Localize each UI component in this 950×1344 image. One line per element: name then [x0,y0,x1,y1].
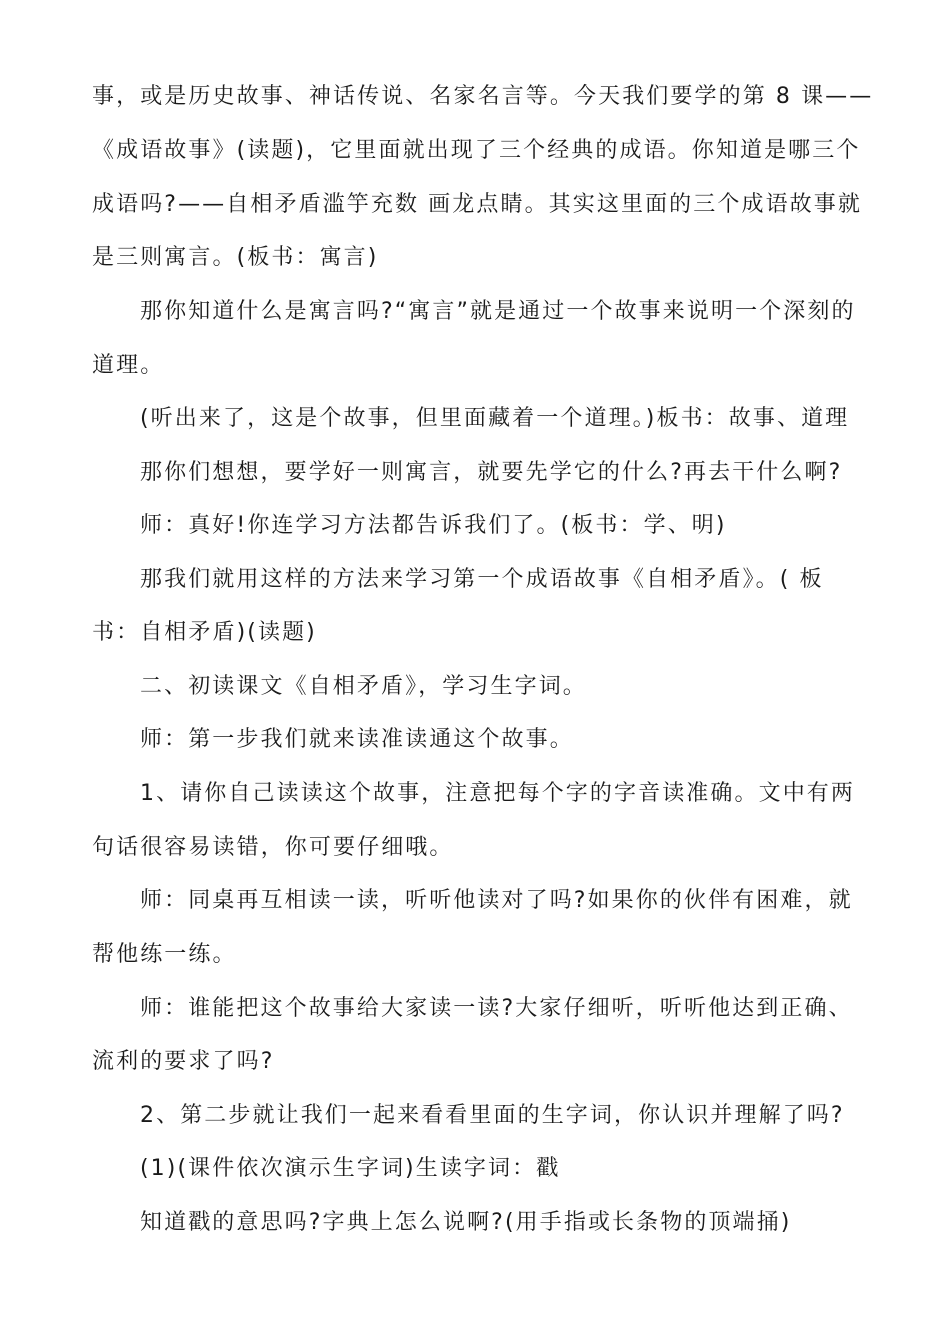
text-line: 那你知道什么是寓言吗?“寓言”就是通过一个故事来说明一个深刻的 [140,299,856,324]
text-line: 师：谁能把这个故事给大家读一读?大家仔细听，听听他达到正确、 [140,996,853,1021]
text-line: (听出来了，这是个故事，但里面藏着一个道理。)板书：故事、道理 [140,406,850,431]
text-line: 1、请你自己读读这个故事，注意把每个字的字音读准确。文中有两 [140,781,855,806]
text-line: 那我们就用这样的方法来学习第一个成语故事《自相矛盾》。( 板 [140,567,824,592]
text-line: 知道戳的意思吗?字典上怎么说啊?(用手指或长条物的顶端捅) [140,1210,792,1235]
text-line: (1)(课件依次演示生字词)生读字词：戳 [140,1156,561,1181]
text-line: 2、第二步就让我们一起来看看里面的生字词，你认识并理解了吗? [140,1103,845,1128]
text-line: 《成语故事》(读题)，它里面就出现了三个经典的成语。你知道是哪三个 [92,138,861,163]
text-line: 道理。 [92,353,165,378]
text-line: 流利的要求了吗? [92,1049,275,1074]
text-line: 师：第一步我们就来读准读通这个故事。 [140,727,574,752]
text-line: 是三则寓言。(板书：寓言) [92,245,379,270]
text-line: 书：自相矛盾)(读题) [92,620,317,645]
text-line: 师：同桌再互相读一读，听听他读对了吗?如果你的伙伴有困难，就 [140,888,853,913]
text-line: 成语吗?——自相矛盾滥竽充数 画龙点睛。其实这里面的三个成语故事就 [92,192,862,217]
section-heading: 二、初读课文《自相矛盾》，学习生字词。 [140,674,587,699]
text-line: 师：真好!你连学习方法都告诉我们了。(板书：学、明) [140,513,727,538]
text-line: 事，或是历史故事、神话传说、名家名言等。今天我们要学的第 8 课—— [92,84,874,109]
text-line: 那你们想想，要学好一则寓言，就要先学它的什么?再去干什么啊? [140,460,843,485]
text-line: 帮他练一练。 [92,942,237,967]
text-line: 句话很容易读错，你可要仔细哦。 [92,835,454,860]
